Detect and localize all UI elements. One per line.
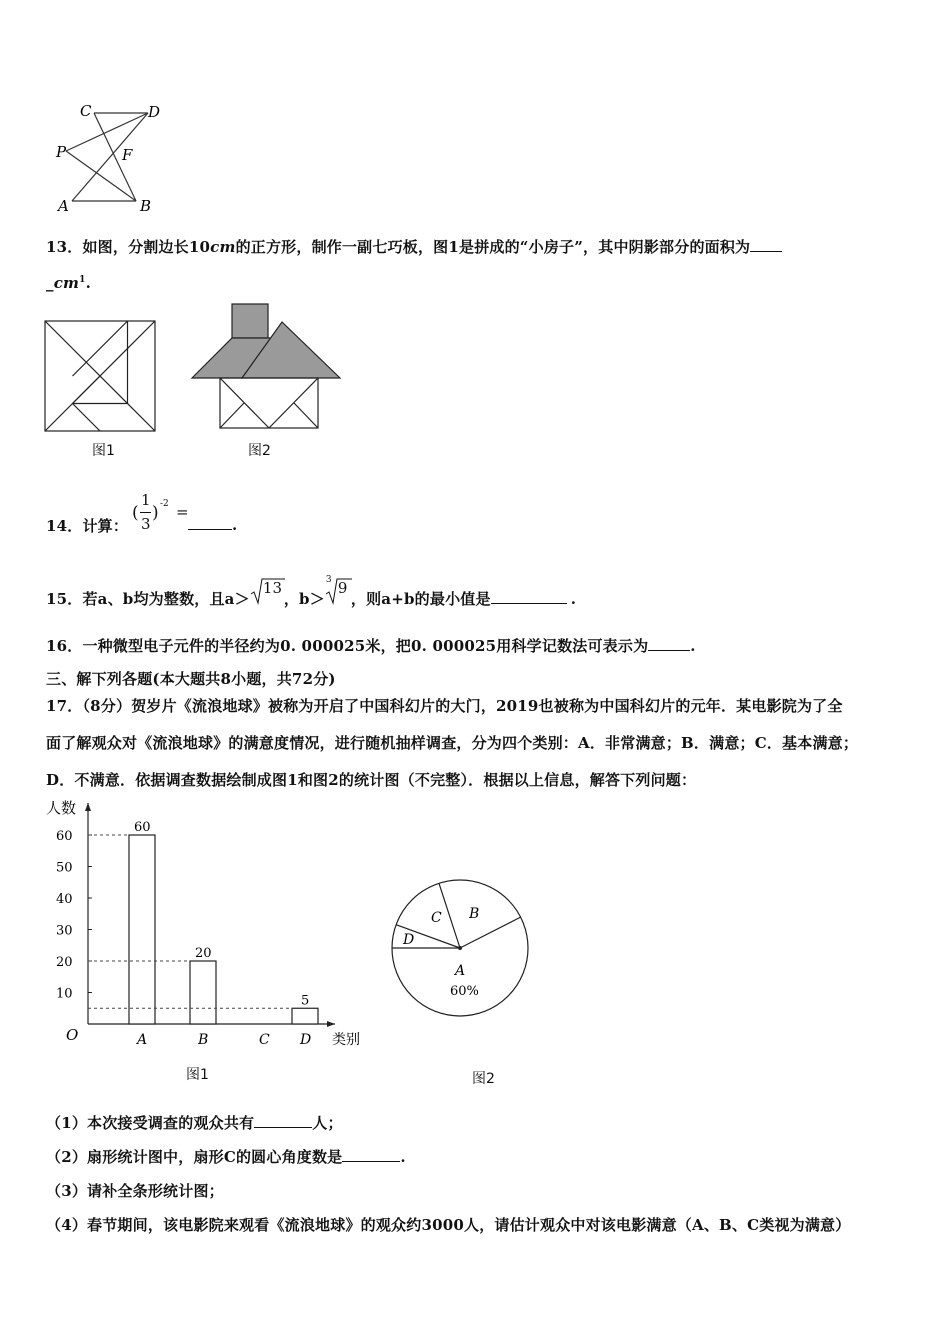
pie-label-d: D (403, 932, 415, 948)
q16-end: . (690, 637, 696, 655)
q17-line-1: 17．（8分）贺岁片《流浪地球》被称为开启了中国科幻片的大门，2019也被称为中国科幻片的元年．某电影院为了全 (46, 697, 843, 715)
q14-close-paren: ) (152, 503, 159, 523)
y-tick-label: 20 (56, 955, 73, 970)
data-label-b: 20 (195, 946, 212, 961)
q14-exponent: -2 (160, 499, 169, 509)
bar-chart-figure-1 (40, 795, 380, 1055)
question-13-line-1 (46, 236, 782, 257)
q13-answer-blank (750, 237, 782, 252)
q15-sqrt13-value: 13 (262, 579, 283, 597)
x-axis-label: 类别 (332, 1032, 360, 1048)
pie-value-a: 60% (450, 984, 479, 999)
q13-figure-1-caption: 图1 (92, 443, 115, 459)
q13-unit-cm: cm (210, 238, 236, 256)
q17-sub-3: （3）请补全条形统计图； (46, 1182, 224, 1200)
question-16 (46, 635, 696, 656)
q14-fraction-bar (140, 512, 151, 513)
q16-answer-blank (648, 636, 690, 651)
x-tick-label: B (198, 1032, 209, 1048)
x-tick-label: A (137, 1032, 148, 1048)
question-14 (46, 515, 128, 536)
q13-blank-prefix: _ (46, 274, 54, 292)
data-label-a: 60 (134, 820, 151, 835)
q17-line-3: D．不满意．依据调查数据绘制成图1和图2的统计图（不完整）．根据以上信息，解答下列问题： (46, 771, 697, 789)
q15-sqrt13 (250, 579, 284, 606)
x-tick-label: C (259, 1032, 270, 1048)
q14-equals: = (176, 503, 189, 521)
pie-chart-figure-2 (385, 870, 535, 1030)
point-label-b: B (140, 197, 152, 215)
tangram-square-figure (44, 320, 158, 434)
q14-denominator: 3 (141, 515, 151, 533)
q14-numerator: 1 (141, 491, 151, 509)
q14-text: 14．计算： (46, 517, 129, 535)
q17-line-2: 面了解观众对《流浪地球》的满意度情况，进行随机抽样调查，分为四个类别：A．非常满意；B．满意；C．基本满意； (46, 734, 859, 752)
pie-label-a: A (455, 963, 466, 979)
data-label-d: 5 (301, 993, 310, 1009)
q13-text-2: 的正方形，制作一副七巧板，图1是拼成的“小房子”，其中阴影部分的面积为 (235, 238, 751, 256)
pie-center (458, 946, 462, 950)
q17-sub-2 (46, 1146, 406, 1167)
bar-d (292, 1008, 318, 1024)
q17-sub-1 (46, 1112, 343, 1133)
q15-answer-blank (491, 589, 567, 604)
point-label-p: P (56, 143, 67, 161)
q15-text-2: ，b＞ (283, 590, 325, 608)
y-tick-label: 40 (56, 892, 73, 907)
point-label-c: C (80, 102, 92, 120)
q16-text: 16．一种微型电子元件的半径约为0. 000025米，把0. 000025用科学记数法可表示为 (46, 637, 649, 655)
q15-text-1: 15．若a、b均为整数，且a＞ (46, 590, 250, 608)
q13-superscript: 1 (79, 275, 86, 285)
x-tick-label: D (300, 1032, 312, 1048)
y-tick-label: 60 (56, 829, 73, 844)
q14-open-paren: ( (132, 503, 139, 523)
q17-sub1-blank (254, 1113, 312, 1128)
q15-cbrt9 (325, 575, 351, 606)
y-axis-label: 人数 (46, 799, 77, 817)
y-tick-label: 10 (56, 986, 73, 1002)
q13-text-1: 13．如图，分割边长10 (46, 238, 211, 256)
q17-figure-2-caption: 图2 (472, 1071, 495, 1087)
tangram-house-figure (190, 302, 345, 432)
pie-label-b: B (469, 906, 480, 922)
question-15 (46, 575, 577, 609)
pie-label-c: C (431, 910, 442, 926)
q15-cbrt-index: 3 (325, 575, 332, 585)
q15-end: . (570, 590, 577, 608)
y-tick-label: 50 (56, 860, 73, 876)
q13-end: . (85, 274, 92, 292)
q17-sub2-blank (342, 1147, 400, 1162)
q17-sub2-text: （2）扇形统计图中，扇形C的圆心角度数是 (46, 1148, 343, 1166)
q17-sub1-text: （1）本次接受调查的观众共有 (46, 1114, 255, 1132)
section-3-heading: 三、解下列各题(本大题共8小题，共72分) (46, 670, 336, 688)
point-label-a: A (58, 197, 69, 215)
q13-unit-cm2: cm (53, 274, 80, 292)
bar-b (190, 961, 216, 1024)
y-axis-arrow (85, 803, 91, 811)
geometry-figure-q12 (52, 98, 172, 218)
q14-answer (188, 515, 237, 534)
question-13-line-2 (46, 274, 91, 292)
q14-answer-blank (188, 515, 232, 530)
q15-text-3: ，则a+b的最小值是 (350, 590, 491, 608)
point-label-d: D (148, 103, 161, 121)
bar-a (129, 835, 155, 1024)
q17-figure-1-caption: 图1 (186, 1067, 209, 1083)
q17-sub1-end: 人； (312, 1114, 343, 1132)
point-label-f: F (122, 146, 133, 164)
q17-sub2-end: . (400, 1148, 406, 1166)
y-tick-label: 30 (56, 923, 73, 939)
origin-label: O (66, 1026, 79, 1044)
q17-sub-4: （4）春节期间，该电影院来观看《流浪地球》的观众约3000人，请估计观众中对该电影满意（A、B、C类视为满意） (46, 1216, 851, 1234)
q13-figure-2-caption: 图2 (248, 443, 271, 459)
x-axis-arrow (327, 1021, 335, 1027)
q14-end: . (232, 516, 238, 534)
q15-cbrt9-value: 9 (337, 579, 348, 597)
